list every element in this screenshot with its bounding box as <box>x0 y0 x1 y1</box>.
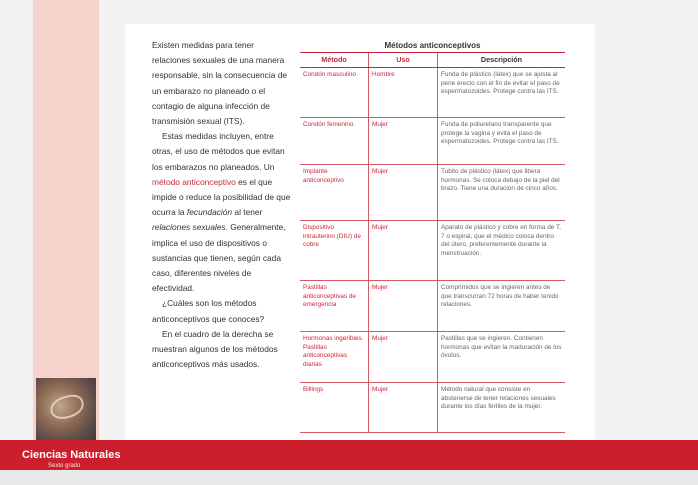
body-text <box>152 38 292 372</box>
method-cell: Billings <box>300 383 369 433</box>
contraceptive-table <box>300 40 565 433</box>
table-title: Métodos anticonceptivos <box>300 40 565 53</box>
table-row <box>300 165 565 221</box>
table-row <box>300 281 565 332</box>
description-cell: Pastillas que se ingieren. Contienen hormonas que evitan la maduración de los óvulos. <box>438 332 566 383</box>
description-cell: Funda de poliuretano transparente que protege la vagina y evita el paso de espermatozoides. Protege contra las ITS. <box>438 118 566 165</box>
paragraph-2-text-b: es el que impide o reduce la posibilidad de que ocurra la <box>152 176 291 218</box>
use-cell: Mujer <box>369 332 438 383</box>
question: ¿Cuáles son los métodos anticonceptivos que conoces? <box>152 298 265 324</box>
header-description: Descripción <box>438 53 566 68</box>
method-cell: Hormonas ingeribles. Pastillas anticonceptivas diarias <box>300 332 369 383</box>
method-cell: Pastillas anticonceptivas de emergencia <box>300 281 369 332</box>
use-cell: Mujer <box>369 118 438 165</box>
table-header-row <box>300 53 565 68</box>
description-cell: Comprimidos que se ingieren antes de que transcurran 72 horas de haber tenido relaciones. <box>438 281 566 332</box>
method-cell: Implante anticonceptivo <box>300 165 369 221</box>
table-row <box>300 118 565 165</box>
paragraph-2-text-d: . Generalmente, implica el uso de dispositivos o sustancias que tienen, según cada caso, diferentes niveles de efectividad. <box>152 222 286 294</box>
paragraph-2-text: Estas medidas incluyen, entre otras, el uso de métodos que evitan los embarazos no planeados. Un <box>152 131 285 172</box>
header-use: Uso <box>369 53 438 68</box>
table-row <box>300 221 565 281</box>
decorative-stripe <box>33 0 99 440</box>
use-cell: Mujer <box>369 281 438 332</box>
method-cell: Condón masculino <box>300 68 369 118</box>
description-cell: Aparato de plástico y cobre en forma de T, 7 o espiral, que el médico coloca dentro del útero, preferentemente durante la menstruación. <box>438 221 566 281</box>
term-metodo-anticonceptivo: método anticonceptivo <box>152 176 236 187</box>
method-cell: Condón femenino <box>300 118 369 165</box>
paragraph-1: Existen medidas para tener relaciones sexuales de una manera responsable, sin la consecuencia de un embarazo no planeado o el contagio de alguna infección de transmisión sexual (ITS). <box>152 40 288 127</box>
term-relaciones-sexuales: relaciones sexuales <box>152 222 226 233</box>
description-cell: Funda de plástico (látex) que se ajusta al pene erecto con el fin de evitar el paso de espermatozoides. Protege contra las ITS. <box>438 68 566 118</box>
description-cell: Tubito de plástico (látex) que libera hormonas. Se coloca debajo de la piel del brazo. Tiene una duración de cinco años. <box>438 165 566 221</box>
table-row <box>300 383 565 433</box>
table-row <box>300 332 565 383</box>
use-cell: Mujer <box>369 165 438 221</box>
paragraph-2 <box>152 129 292 296</box>
description-cell: Método natural que consiste en abstenerse de tener relaciones sexuales durante los días fértiles de la mujer. <box>438 383 566 433</box>
header-method: Método <box>300 53 369 68</box>
paragraph-2-text-c: al tener <box>234 207 263 218</box>
paragraph-3: En el cuadro de la derecha se muestran algunos de los métodos anticonceptivos más usados. <box>152 328 278 370</box>
use-cell: Mujer <box>369 383 438 433</box>
term-fecundacion: fecundación <box>186 207 233 218</box>
bottom-band <box>0 470 698 485</box>
cover-thumbnail-image <box>36 378 96 440</box>
thumbnail-figure <box>48 392 87 422</box>
footer-title: Ciencias Naturales <box>22 449 121 461</box>
use-cell: Hombre <box>369 68 438 118</box>
use-cell: Mujer <box>369 221 438 281</box>
method-cell: Dispositivo intrauterino (DIU) de cobre <box>300 221 369 281</box>
footer-subtitle: Sexto grado <box>48 463 81 469</box>
table-row <box>300 68 565 118</box>
